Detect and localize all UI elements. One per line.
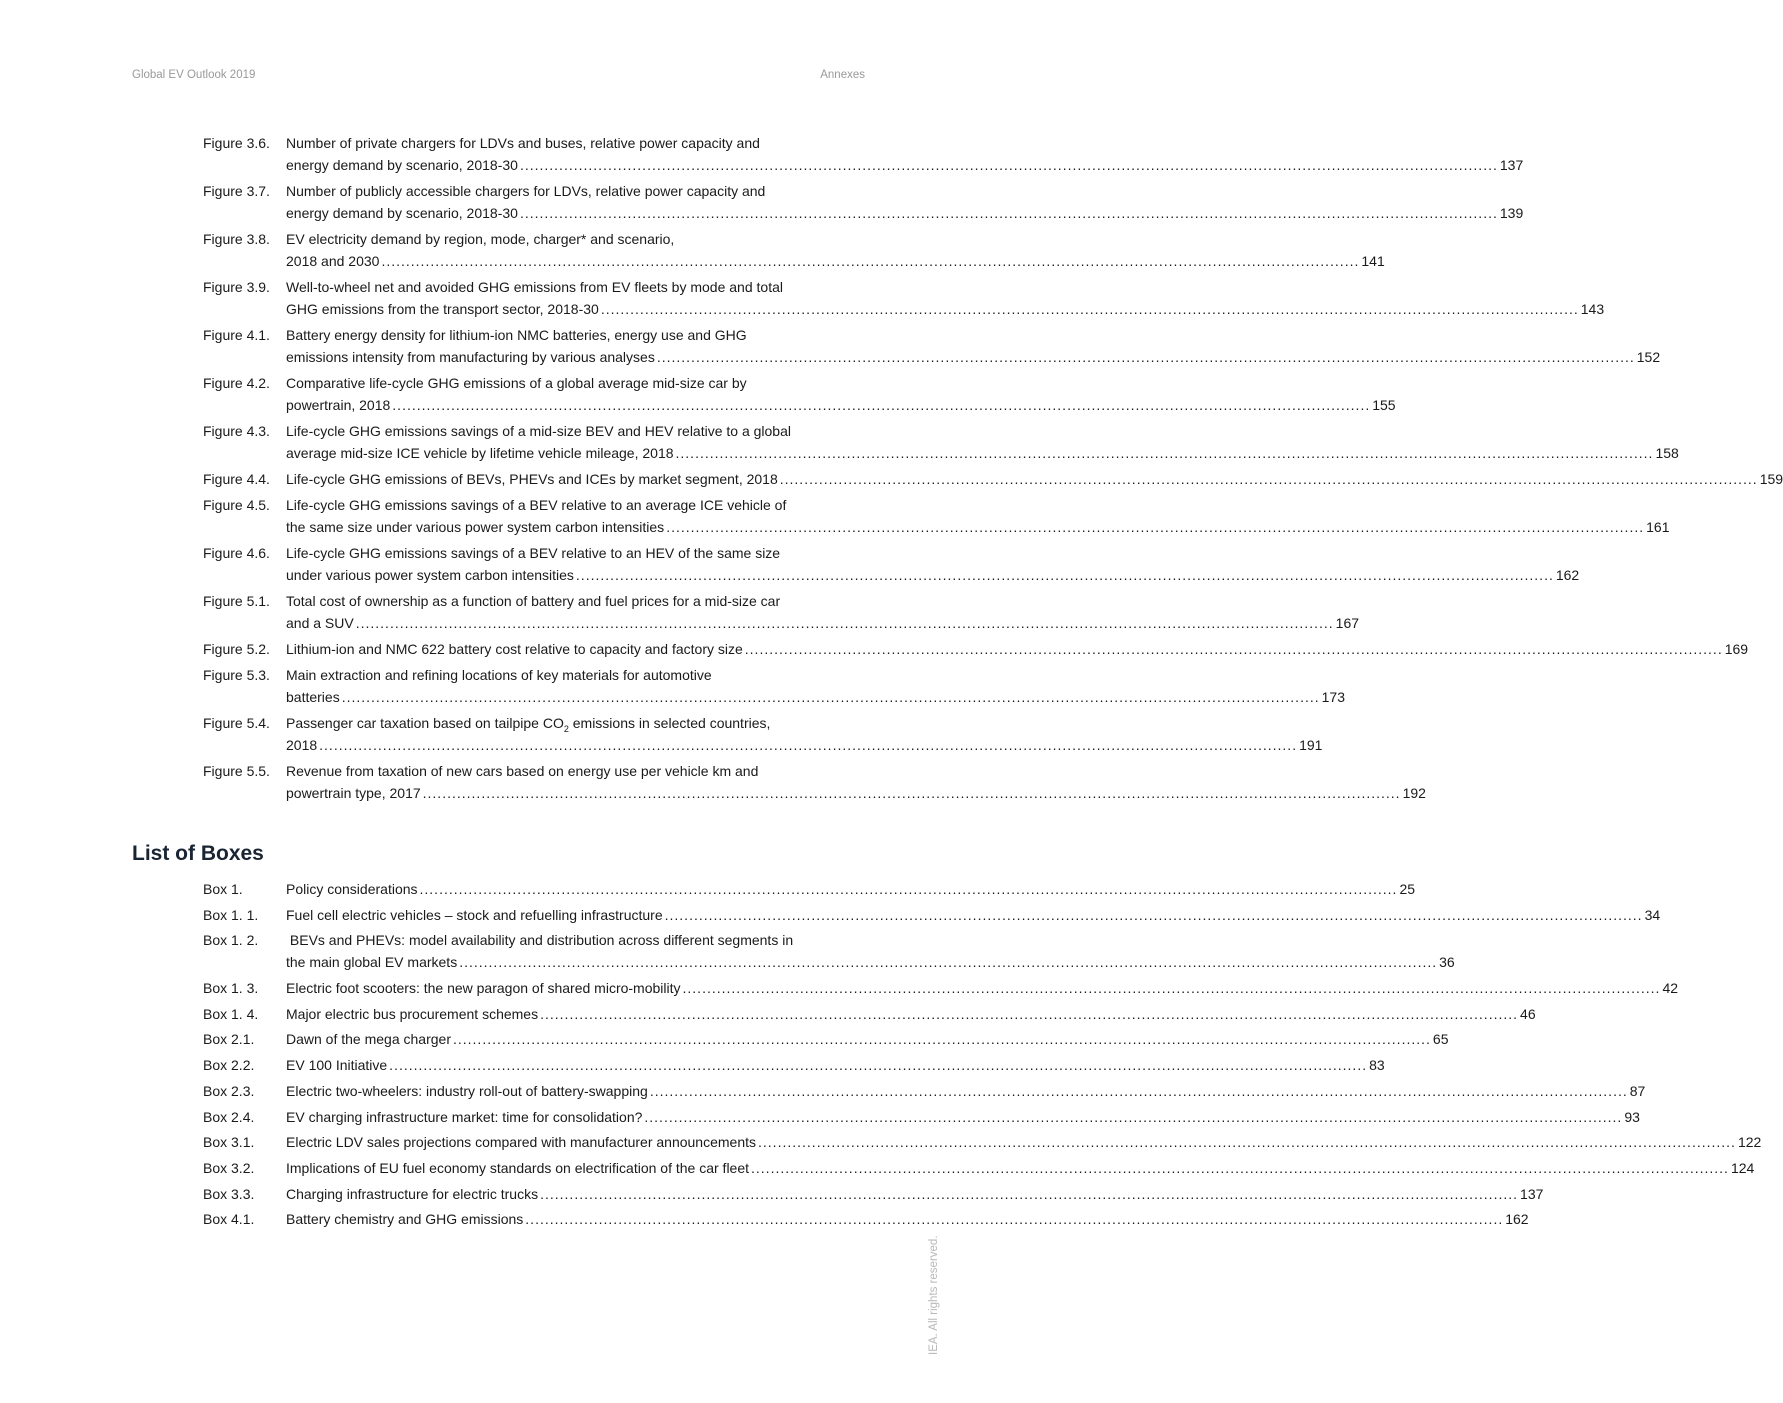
figure-entry[interactable]	[203, 664, 1345, 708]
entry-title-line: Battery chemistry and GHG emissions	[286, 1211, 524, 1228]
page-number: 83	[1369, 1057, 1385, 1074]
box-entry[interactable]	[203, 904, 1661, 926]
figure-entry[interactable]	[203, 468, 1783, 490]
page-number: 34	[1644, 906, 1661, 923]
entry-title	[286, 420, 1679, 464]
dot-leader: ........................................................................................................................................................................................................	[519, 157, 1498, 173]
entry-title	[286, 664, 1345, 708]
entry-title-line: GHG emissions from the transport sector, 2018-30	[286, 301, 599, 317]
entry-title	[286, 1183, 1544, 1205]
entry-label: Figure 3.7.	[203, 183, 270, 199]
entry-title-line: Number of private chargers for LDVs and buses, relative power capacity and	[286, 135, 760, 151]
entry-title	[286, 590, 1360, 634]
figure-entry[interactable]	[203, 324, 1661, 368]
box-entry[interactable]	[203, 878, 1416, 900]
figure-entry[interactable]	[203, 638, 1749, 660]
dot-leader: ........................................................................................................................................................................................................	[452, 1031, 1431, 1048]
page-number: 93	[1624, 1108, 1640, 1125]
figure-entry[interactable]	[203, 228, 1385, 272]
figure-entry[interactable]	[203, 494, 1670, 538]
page-number: 161	[1646, 519, 1670, 535]
figure-entry[interactable]	[203, 180, 1524, 224]
box-entry[interactable]	[203, 1080, 1646, 1102]
entry-title-line: Major electric bus procurement schemes	[286, 1005, 539, 1022]
entry-title-line: Total cost of ownership as a function of battery and fuel prices for a mid-size car	[286, 593, 781, 609]
entry-title-line: Policy considerations	[286, 881, 418, 897]
entry-title-line: EV charging infrastructure market: time for consolidation?	[286, 1108, 643, 1125]
entry-title-line: Main extraction and refining locations of key materials for automotive	[286, 667, 712, 683]
entry-title-line: and a SUV	[286, 615, 354, 631]
entry-title-line: Well-to-wheel net and avoided GHG emissions from EV fleets by mode and total	[286, 279, 783, 295]
entry-title	[286, 878, 1416, 900]
box-entry[interactable]	[203, 977, 1679, 999]
page-number: 191	[1299, 737, 1323, 753]
page-number: 141	[1361, 253, 1385, 269]
dot-leader: ........................................................................................................................................................................................................	[540, 1185, 1519, 1202]
entry-title	[286, 228, 1385, 272]
entry-label: Box 1. 2.	[203, 932, 259, 949]
page-number: 169	[1724, 641, 1749, 657]
entry-title-line: Lithium-ion and NMC 622 battery cost relative to capacity and factory size	[286, 641, 743, 657]
page-number: 87	[1629, 1082, 1646, 1099]
page-number: 159	[1759, 471, 1783, 487]
entry-label: Figure 5.5.	[203, 763, 270, 779]
entry-title-line: energy demand by scenario, 2018-30	[286, 157, 518, 173]
entry-title-line: Life-cycle GHG emissions of BEVs, PHEVs and ICEs by market segment, 2018	[286, 471, 778, 487]
entry-label: Figure 4.2.	[203, 375, 270, 391]
copyright-notice: IEA. All rights reserved.	[928, 1235, 940, 1355]
box-entry[interactable]	[203, 1003, 1536, 1025]
entry-label: Box 2.3.	[203, 1082, 255, 1099]
dot-leader: ........................................................................................................................................................................................................	[459, 954, 1438, 971]
box-entry[interactable]	[203, 1183, 1544, 1205]
entry-title	[286, 638, 1749, 660]
entry-title-line: EV electricity demand by region, mode, charger* and scenario,	[286, 231, 675, 247]
dot-leader: ........................................................................................................................................................................................................	[744, 641, 1723, 657]
entry-label: Box 3.1.	[203, 1134, 255, 1151]
dot-leader: ........................................................................................................................................................................................................	[779, 471, 1758, 487]
dot-leader: ........................................................................................................................................................................................................	[392, 397, 1371, 413]
entry-title-line: Life-cycle GHG emissions savings of a mid-size BEV and HEV relative to a global	[286, 423, 791, 439]
box-entry[interactable]	[203, 1157, 1755, 1179]
dot-leader: ........................................................................................................................................................................................................	[319, 737, 1298, 753]
figure-entry[interactable]	[203, 712, 1323, 756]
entry-title	[286, 276, 1605, 320]
figure-entry[interactable]	[203, 132, 1524, 176]
entry-title	[286, 977, 1679, 999]
entry-title-line: 2018 and 2030	[286, 253, 380, 269]
entry-label: Figure 5.2.	[203, 641, 270, 657]
page-number: 65	[1432, 1031, 1449, 1048]
figure-entry[interactable]	[203, 420, 1679, 464]
dot-leader: ........................................................................................................................................................................................................	[519, 205, 1498, 221]
entry-title	[286, 372, 1396, 416]
entry-title	[286, 712, 1323, 756]
box-entry[interactable]	[203, 929, 1455, 973]
list-of-figures	[203, 132, 1783, 808]
page-number: 167	[1335, 615, 1360, 631]
entry-title-line: energy demand by scenario, 2018-30	[286, 205, 518, 221]
page-number: 162	[1505, 1211, 1529, 1228]
entry-title-line: the main global EV markets	[286, 954, 458, 971]
entry-title-line: EV 100 Initiative	[286, 1057, 388, 1074]
page-number: 158	[1655, 445, 1679, 461]
figure-entry[interactable]	[203, 372, 1396, 416]
page-number: 124	[1730, 1159, 1755, 1176]
entry-label: Box 1. 3.	[203, 980, 259, 997]
entry-label: Box 1.	[203, 881, 243, 897]
entry-label: Box 2.2.	[203, 1057, 255, 1074]
dot-leader: ........................................................................................................................................................................................................	[341, 689, 1320, 705]
box-entry[interactable]	[203, 1106, 1640, 1128]
entry-title	[286, 904, 1661, 926]
entry-title-line: batteries	[286, 689, 340, 705]
page-number: 137	[1499, 157, 1524, 173]
entry-title	[286, 1080, 1646, 1102]
box-entry[interactable]	[203, 1054, 1385, 1076]
running-header-section: Annexes	[820, 69, 865, 81]
dot-leader: ........................................................................................................................................................................................................	[389, 1057, 1368, 1074]
entry-title-line: Comparative life-cycle GHG emissions of a global average mid-size car by	[286, 375, 747, 391]
dot-leader: ........................................................................................................................................................................................................	[575, 567, 1554, 583]
entry-label: Figure 5.1.	[203, 593, 270, 609]
entry-title-line: average mid-size ICE vehicle by lifetime vehicle mileage, 2018	[286, 445, 674, 461]
entry-title-line: Electric foot scooters: the new paragon of shared micro-mobility	[286, 980, 681, 997]
entry-title-line: Battery energy density for lithium-ion NMC batteries, energy use and GHG	[286, 327, 747, 343]
entry-label: Figure 3.6.	[203, 135, 270, 151]
entry-label: Box 3.2.	[203, 1159, 255, 1176]
entry-title	[286, 468, 1783, 490]
entry-title-line: 2018	[286, 737, 318, 753]
entry-title	[286, 1028, 1449, 1050]
page-number: 25	[1399, 881, 1416, 897]
page-number: 143	[1580, 301, 1605, 317]
figure-entry[interactable]	[203, 760, 1426, 804]
dot-leader: ........................................................................................................................................................................................................	[381, 253, 1360, 269]
entry-label: Figure 4.5.	[203, 497, 270, 513]
entry-label: Box 3.3.	[203, 1185, 255, 1202]
entry-title	[286, 1003, 1536, 1025]
entry-title-line: under various power system carbon intensities	[286, 567, 574, 583]
entry-title-line: Dawn of the mega charger	[286, 1031, 451, 1048]
page-number: 192	[1402, 785, 1426, 801]
entry-title-line: Electric LDV sales projections compared with manufacturer announcements	[286, 1134, 757, 1151]
entry-title	[286, 929, 1455, 973]
entry-title	[286, 180, 1524, 224]
entry-title-line: Implications of EU fuel economy standards on electrification of the car fleet	[286, 1159, 750, 1176]
dot-leader: ........................................................................................................................................................................................................	[664, 906, 1643, 923]
entry-label: Box 1. 1.	[203, 906, 259, 923]
box-entry[interactable]	[203, 1028, 1449, 1050]
entry-title-line: Life-cycle GHG emissions savings of a BEV relative to an average ICE vehicle of	[286, 497, 787, 513]
entry-title-line: Fuel cell electric vehicles – stock and refuelling infrastructure	[286, 906, 663, 923]
entry-title	[286, 760, 1426, 804]
entry-title	[286, 132, 1524, 176]
dot-leader: ........................................................................................................................................................................................................	[666, 519, 1645, 535]
entry-title	[286, 1106, 1640, 1128]
dot-leader: ........................................................................................................................................................................................................	[682, 980, 1661, 997]
entry-title-line: emissions intensity from manufacturing by various analyses	[286, 349, 655, 365]
entry-label: Box 2.4.	[203, 1108, 255, 1125]
figure-entry[interactable]	[203, 276, 1605, 320]
figure-entry[interactable]	[203, 590, 1360, 634]
page-number: 152	[1636, 349, 1661, 365]
entry-title-line: Electric two-wheelers: industry roll-out of battery-swapping	[286, 1082, 648, 1099]
box-entry[interactable]	[203, 1131, 1762, 1153]
entry-title	[286, 1208, 1529, 1230]
entry-title-line: Number of publicly accessible chargers for LDVs, relative power capacity and	[286, 183, 766, 199]
entry-label: Figure 5.4.	[203, 715, 270, 731]
dot-leader: ........................................................................................................................................................................................................	[600, 301, 1579, 317]
entry-label: Figure 5.3.	[203, 667, 270, 683]
entry-label: Figure 4.1.	[203, 327, 270, 343]
page-number: 42	[1662, 980, 1679, 997]
entry-title-line: the same size under various power system carbon intensities	[286, 519, 665, 535]
entry-title-line: powertrain type, 2017	[286, 785, 421, 801]
list-of-boxes	[203, 878, 1762, 1234]
dot-leader: ........................................................................................................................................................................................................	[751, 1159, 1729, 1176]
entry-title-line: Passenger car taxation based on tailpipe $CO_2$ emissions in selected countries,	[286, 715, 771, 734]
entry-title	[286, 494, 1670, 538]
dot-leader: ........................................................................................................................................................................................................	[649, 1082, 1628, 1099]
entry-title-line: Charging infrastructure for electric trucks	[286, 1185, 539, 1202]
dot-leader: ........................................................................................................................................................................................................	[422, 785, 1401, 801]
entry-label: Box 1. 4.	[203, 1005, 259, 1022]
page-number: 46	[1520, 1005, 1536, 1022]
dot-leader: ........................................................................................................................................................................................................	[758, 1134, 1736, 1151]
dot-leader: ........................................................................................................................................................................................................	[355, 615, 1334, 631]
figure-entry[interactable]	[203, 542, 1580, 586]
page-number: 137	[1520, 1185, 1544, 1202]
page-number: 162	[1555, 567, 1580, 583]
dot-leader: ........................................................................................................................................................................................................	[419, 881, 1398, 897]
dot-leader: ........................................................................................................................................................................................................	[525, 1211, 1504, 1228]
entry-title-line: BEVs and PHEVs: model availability and distribution across different segments in	[286, 932, 794, 949]
dot-leader: ........................................................................................................................................................................................................	[540, 1005, 1519, 1022]
entry-title-line: Life-cycle GHG emissions savings of a BEV relative to an HEV of the same size	[286, 545, 781, 561]
page-number: 122	[1737, 1134, 1762, 1151]
running-header-title: Global EV Outlook 2019	[132, 69, 256, 81]
list-of-boxes-heading: List of Boxes	[132, 842, 264, 865]
entry-title-line: powertrain, 2018	[286, 397, 391, 413]
entry-label: Figure 4.3.	[203, 423, 270, 439]
entry-title	[286, 324, 1661, 368]
entry-title	[286, 1131, 1762, 1153]
entry-label: Figure 3.8.	[203, 231, 270, 247]
dot-leader: ........................................................................................................................................................................................................	[644, 1108, 1623, 1125]
entry-label: Figure 3.9.	[203, 279, 270, 295]
page-number: 173	[1321, 689, 1345, 705]
entry-title	[286, 542, 1580, 586]
entry-title	[286, 1054, 1385, 1076]
page-number: 139	[1499, 205, 1524, 221]
entry-title	[286, 1157, 1755, 1179]
page-number: 155	[1372, 397, 1396, 413]
entry-label: Box 4.1.	[203, 1211, 255, 1228]
dot-leader: ........................................................................................................................................................................................................	[675, 445, 1654, 461]
entry-title-line: Revenue from taxation of new cars based on energy use per vehicle km and	[286, 763, 759, 779]
page-number: 36	[1439, 954, 1455, 971]
box-entry[interactable]	[203, 1208, 1529, 1230]
entry-label: Box 2.1.	[203, 1031, 255, 1048]
entry-label: Figure 4.6.	[203, 545, 270, 561]
dot-leader: ........................................................................................................................................................................................................	[656, 349, 1635, 365]
entry-label: Figure 4.4.	[203, 471, 270, 487]
